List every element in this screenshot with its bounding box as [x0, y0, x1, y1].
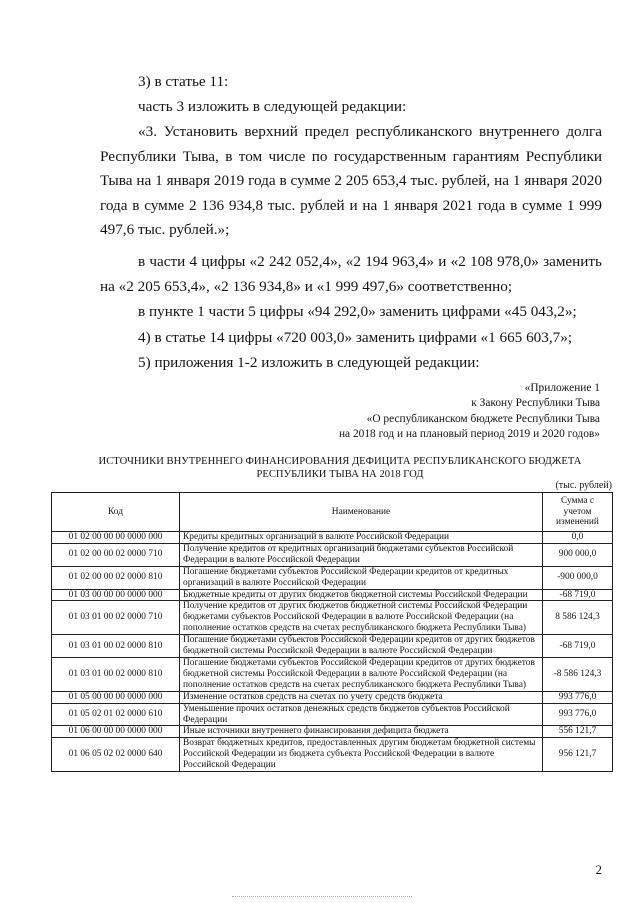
table-title-line: ИСТОЧНИКИ ВНУТРЕННЕГО ФИНАНСИРОВАНИЯ ДЕФИЦИТА РЕСПУБЛИКАНСКОГО БЮДЖЕТА [98, 456, 582, 467]
row-code: 01 03 00 00 00 0000 000 [52, 589, 180, 601]
table-row [52, 726, 613, 738]
appendix-line: на 2018 год и на плановый период 2019 и 2020 годов» [338, 428, 600, 441]
header-name: Наименование [180, 493, 543, 532]
paragraph-debt-limit: «3. Установить верхний предел республиканского внутреннего долга Республики Тыва, в том числе по государственным гарантиям Республики Тыва на 1 января 2019 года в сумме 2 205 653,4 тыс. рублей, на 1 января 2020 года в сумме 2 136 934,8 тыс. рублей и на 1 января 2021 года в сумме 1 999 497,6 тыс. рублей.»; [100, 123, 602, 238]
row-code: 01 03 01 00 02 0000 710 [52, 601, 180, 635]
table-row [52, 532, 613, 544]
row-name: Получение кредитов от других бюджетов бюджетной системы Российской Федерации бюджетами субъектов Российской Федерации в валюте Российской Федерации (на пополнение остатков средств на счетах республиканского бюджета Республики Тыва) [180, 601, 543, 635]
row-name: Погашение бюджетами субъектов Российской Федерации кредитов от кредитных организаций в валюте Российской Федерации [180, 566, 543, 589]
row-sum: -68 719,0 [543, 635, 613, 658]
row-code: 01 02 00 00 02 0000 710 [52, 543, 180, 566]
row-sum: -900 000,0 [543, 566, 613, 589]
table-title-line: РЕСПУБЛИКИ ТЫВА НА 2018 ГОД [256, 468, 424, 480]
row-sum: 8 586 124,3 [543, 601, 613, 635]
row-sum: -68 719,0 [543, 589, 613, 601]
appendix-header [240, 381, 600, 443]
paragraph-part-5: в пункте 1 части 5 цифры «94 292,0» заменить цифрами «45 043,2»; [138, 303, 577, 320]
paragraph-part-3: часть 3 изложить в следующей редакции: [138, 98, 407, 115]
row-name: Погашение бюджетами субъектов Российской Федерации кредитов от других бюджетов бюджетной системы Российской Федерации в валюте Российской Федерации (на пополнение остатков средств на счетах республиканского бюджета Республики Тыва) [180, 657, 543, 691]
row-code: 01 06 05 02 02 0000 640 [52, 738, 180, 772]
row-sum: 0,0 [543, 532, 613, 544]
appendix-line: «Приложение 1 [524, 382, 600, 394]
paragraph-appendices: 5) приложения 1-2 изложить в следующей редакции: [138, 354, 480, 371]
table-row [52, 691, 613, 703]
row-code: 01 03 01 00 02 0000 810 [52, 657, 180, 691]
row-name: Кредиты кредитных организаций в валюте Российской Федерации [180, 532, 543, 544]
table-row [52, 657, 613, 691]
financing-sources-table [51, 492, 613, 772]
table-row [52, 566, 613, 589]
paragraph-article-11: 3) в статье 11: [138, 73, 229, 90]
row-name: Погашение бюджетами субъектов Российской Федерации кредитов от других бюджетов бюджетной системы Российской Федерации в валюте Российской Федерации [180, 635, 543, 658]
table-units: (тыс. рублей) [555, 480, 612, 491]
page-number: 2 [595, 862, 602, 877]
paragraph-article-14: 4) в статье 14 цифры «720 003,0» заменить цифрами «1 665 603,7»; [138, 329, 573, 346]
header-sum: Сумма с учетом изменений [543, 493, 613, 532]
table-row [52, 589, 613, 601]
row-name: Получение кредитов от кредитных организаций бюджетами субъектов Российской Федерации в валюте Российской Федерации [180, 543, 543, 566]
row-code: 01 05 02 01 02 0000 610 [52, 703, 180, 726]
table-row [52, 543, 613, 566]
paragraph-part-4: в части 4 цифры «2 242 052,4», «2 194 963,4» и «2 108 978,0» заменить на «2 205 653,4», «2 136 934,8» и «1 999 497,6» соответственно; [100, 253, 602, 295]
row-code: 01 06 00 00 00 0000 000 [52, 726, 180, 738]
row-sum: 956 121,7 [543, 738, 613, 772]
row-sum: 900 000,0 [543, 543, 613, 566]
row-name: Иные источники внутреннего финансирования дефицита бюджета [180, 726, 543, 738]
row-name: Изменение остатков средств на счетах по учету средств бюджета [180, 691, 543, 703]
appendix-line: к Закону Республики Тыва [471, 397, 600, 410]
row-sum: 993 776,0 [543, 703, 613, 726]
footer-mark [232, 896, 412, 901]
header-code: Код [52, 493, 180, 532]
appendix-line: «О республиканском бюджете Республики Тыва [366, 412, 600, 425]
table-row [52, 635, 613, 658]
table-row [52, 738, 613, 772]
row-code: 01 05 00 00 00 0000 000 [52, 691, 180, 703]
row-code: 01 02 00 00 02 0000 810 [52, 566, 180, 589]
table-header-row [52, 493, 613, 532]
table-row [52, 601, 613, 635]
row-sum: 556 121,7 [543, 726, 613, 738]
row-code: 01 03 01 00 02 0000 810 [52, 635, 180, 658]
table-row [52, 703, 613, 726]
row-sum: -8 586 124,3 [543, 657, 613, 691]
row-name: Бюджетные кредиты от других бюджетов бюджетной системы Российской Федерации [180, 589, 543, 601]
row-sum: 993 776,0 [543, 691, 613, 703]
table-title [80, 456, 600, 481]
row-name: Уменьшение прочих остатков денежных средств бюджетов субъектов Российской Федерации [180, 703, 543, 726]
row-name: Возврат бюджетных кредитов, предоставленных другим бюджетам бюджетной системы Российской Федерации из бюджета субъекта Российской Федерации в валюте Российской Федерации [180, 738, 543, 772]
row-code: 01 02 00 00 00 0000 000 [52, 532, 180, 544]
